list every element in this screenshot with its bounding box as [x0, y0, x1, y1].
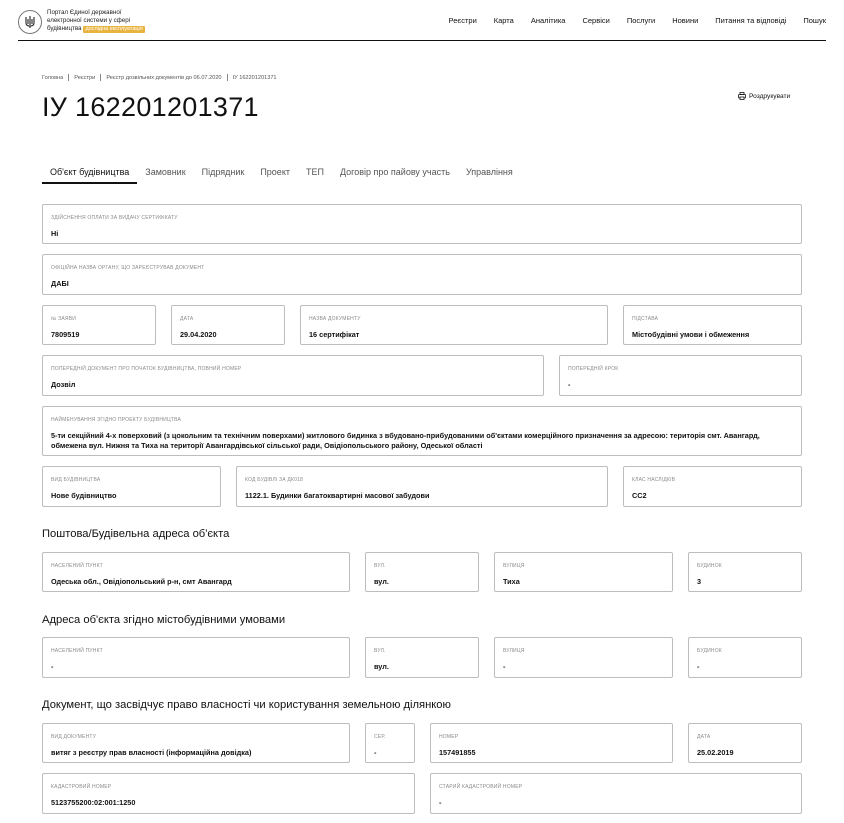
field-label: СЕР.: [374, 734, 386, 740]
postal-street-type-field: [365, 552, 479, 592]
land-date-field: [688, 723, 802, 763]
field-label: ВУЛ.: [374, 648, 386, 654]
field-value: Одеська обл., Овідіопольський р-н, смт Авангард: [51, 577, 232, 586]
field-label: НАСЕЛЕНИЙ ПУНКТ: [51, 563, 103, 569]
breadcrumb-registries[interactable]: Реєстри: [74, 74, 96, 81]
tab-share-agreement[interactable]: Договір про пайову участь: [339, 167, 450, 177]
field-label: НАЗВА ДОКУМЕНТУ: [309, 316, 361, 322]
portal-name[interactable]: [47, 9, 145, 33]
portal-line-3: будівництва: [47, 25, 82, 32]
print-button[interactable]: [738, 92, 790, 100]
breadcrumb-registry[interactable]: Реєстр дозвільних документів до 06.07.2020: [106, 74, 222, 81]
tab-tep[interactable]: ТЕП: [305, 167, 324, 177]
field-label: НАСЕЛЕНИЙ ПУНКТ: [51, 648, 103, 654]
field-label: ВИД ДОКУМЕНТУ: [51, 734, 97, 740]
field-label: ЗДІЙСНЕННЯ ОПЛАТИ ЗА ВИДАЧУ СЕРТИФІКАТУ: [51, 215, 178, 221]
beta-badge: дослідна експлуатація: [85, 26, 143, 32]
tab-customer[interactable]: Замовник: [145, 167, 186, 177]
payment-field: [42, 204, 802, 244]
field-value: вул.: [374, 662, 389, 671]
postal-house-field: [688, 552, 802, 592]
field-label: ПОПЕРЕДНІЙ КРОК: [568, 366, 619, 372]
tab-management[interactable]: Управління: [465, 167, 513, 177]
postal-settlement-field: [42, 552, 350, 592]
portal-line-2: електронної системи у сфері: [47, 17, 131, 24]
field-label: КЛАС НАСЛІДКІВ: [632, 477, 676, 483]
field-value: вул.: [374, 577, 389, 586]
field-value: Дозвіл: [51, 380, 76, 389]
field-value: ДАБІ: [51, 279, 69, 288]
breadcrumb: [42, 74, 277, 81]
field-value: -: [374, 748, 377, 757]
breadcrumb-home[interactable]: Головна: [42, 74, 64, 81]
nav-services[interactable]: Сервіси: [582, 16, 610, 25]
field-label: КОД БУДІВЛІ ЗА ДК018: [245, 477, 304, 483]
nav-e-services[interactable]: Послуги: [626, 16, 656, 25]
field-value: Нове будівництво: [51, 491, 117, 500]
breadcrumb-separator: [227, 74, 228, 81]
field-value: 1122.1. Будинки багатоквартирні масової забудови: [245, 491, 430, 500]
nav-map[interactable]: Карта: [493, 16, 514, 25]
urban-street-type-field: [365, 637, 479, 678]
old-cadastral-number-field: [430, 773, 802, 814]
field-value: -: [51, 662, 54, 671]
field-value: Тиха: [503, 577, 520, 586]
land-series-field: [365, 723, 415, 763]
field-label: ДАТА: [180, 316, 194, 322]
field-label: НОМЕР: [439, 734, 459, 740]
construction-type-field: [42, 466, 221, 507]
date-field: [171, 305, 285, 345]
field-label: БУДИНОК: [697, 563, 722, 569]
field-label: ДАТА: [697, 734, 711, 740]
building-code-field: [236, 466, 608, 507]
document-name-field: [300, 305, 608, 345]
field-label: ОФІЦІЙНА НАЗВА ОРГАНУ, ЩО ЗАРЕЄСТРУВАВ ДОКУМЕНТ: [51, 265, 205, 271]
coat-of-arms-logo[interactable]: [18, 10, 42, 34]
urban-house-field: [688, 637, 802, 678]
field-value: 5123755200:02:001:1250: [51, 798, 136, 807]
tab-project[interactable]: Проект: [260, 167, 290, 177]
nav-search[interactable]: Пошук: [803, 16, 826, 25]
field-label: ВУЛ.: [374, 563, 386, 569]
breadcrumb-separator: [100, 74, 101, 81]
field-value: 25.02.2019: [697, 748, 734, 757]
land-number-field: [430, 723, 673, 763]
tab-contractor[interactable]: Підрядник: [201, 167, 245, 177]
print-label: Роздрукувати: [749, 92, 791, 100]
field-label: № ЗАЯВИ: [51, 316, 77, 322]
nav-analytics[interactable]: Аналітика: [530, 16, 566, 25]
field-label: КАДАСТРОВИЙ НОМЕР: [51, 784, 112, 790]
trident-icon: [24, 15, 36, 29]
field-value: Ні: [51, 229, 59, 238]
field-label: ПІДСТАВА: [632, 316, 659, 322]
breadcrumb-current: ІУ 162201201371: [232, 74, 277, 81]
printer-icon: [738, 92, 746, 100]
authority-field: [42, 254, 802, 295]
site-header: [18, 8, 826, 41]
previous-document-field: [42, 355, 544, 396]
main-nav: [432, 16, 826, 25]
application-number-field: [42, 305, 156, 345]
field-label: ВУЛИЦЯ: [503, 648, 525, 654]
field-label: БУДИНОК: [697, 648, 722, 654]
field-label: НАЙМЕНУВАННЯ ЗГІДНО ПРОЕКТУ БУДІВНИЦТВА: [51, 417, 182, 423]
postal-street-field: [494, 552, 673, 592]
field-value: СС2: [632, 491, 647, 500]
field-value: витяг з реєстру прав власності (інформаційна довідка): [51, 748, 252, 757]
tabs: [42, 165, 521, 184]
nav-registries[interactable]: Реєстри: [448, 16, 477, 25]
postal-address-title: Поштова/Будівельна адреса об'єкта: [42, 528, 230, 540]
field-value: -: [503, 662, 506, 671]
urban-street-field: [494, 637, 673, 678]
urban-address-title: Адреса об'єкта згідно містобудівними умовами: [42, 614, 286, 626]
field-value: 157491855: [439, 748, 476, 757]
nav-news[interactable]: Новини: [672, 16, 699, 25]
field-value: 29.04.2020: [180, 330, 217, 339]
land-doc-type-field: [42, 723, 350, 763]
project-name-field: [42, 406, 802, 456]
field-value: -: [568, 380, 571, 389]
nav-faq[interactable]: Питання та відповіді: [715, 16, 787, 25]
portal-line-1: Портал Єдиної державної: [47, 9, 122, 16]
field-label: ВУЛИЦЯ: [503, 563, 525, 569]
page-title: ІУ 162201201371: [42, 92, 259, 122]
field-value: -: [439, 798, 442, 807]
basis-field: [623, 305, 802, 345]
cadastral-number-field: [42, 773, 415, 814]
tab-object[interactable]: Об'єкт будівництва: [42, 165, 137, 184]
breadcrumb-separator: [68, 74, 69, 81]
field-label: ВИД БУДІВНИЦТВА: [51, 477, 101, 483]
field-value: -: [697, 662, 700, 671]
consequence-class-field: [623, 466, 802, 507]
field-label: СТАРИЙ КАДАСТРОВИЙ НОМЕР: [439, 784, 523, 790]
field-value: 16 сертифікат: [309, 330, 360, 339]
field-value: 5-ти секційний 4-х поверховий (з цокольним та технічним поверхами) житлового бидинка з вбудовано-прибудованими об'єктами комерційного призначення за адресою: територія смт. Авангард, обмежена вул. Нижня та Тиха на території Авангардівської сільської ради, Овідіопольського району, Одеської області: [51, 431, 760, 450]
previous-step-field: [559, 355, 802, 396]
field-value: 3: [697, 577, 702, 586]
field-label: ПОПЕРЕДНІЙ ДОКУМЕНТ ПРО ПОЧАТОК БУДІВНИЦТВА, ПОВНИЙ НОМЕР: [51, 366, 242, 372]
urban-settlement-field: [42, 637, 350, 678]
field-value: 7809519: [51, 330, 80, 339]
land-document-title: Документ, що засвідчує право власності чи користування земельною ділянкою: [42, 699, 451, 711]
field-value: Містобудівні умови і обмеження: [632, 330, 750, 339]
